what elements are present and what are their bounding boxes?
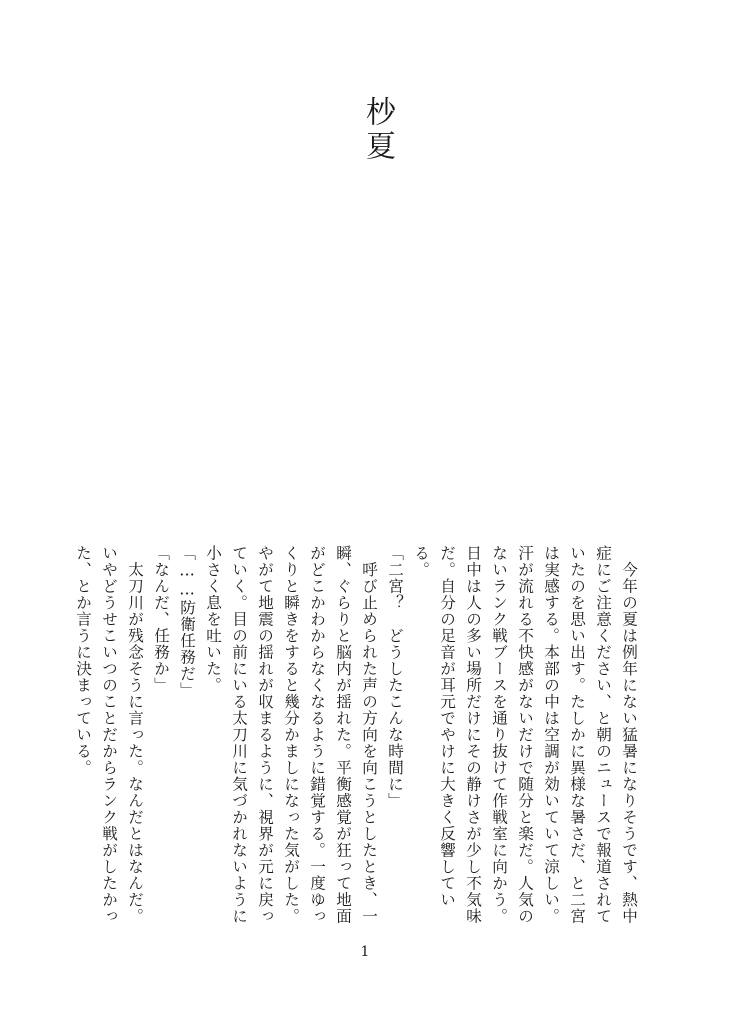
paragraph-1: 今年の夏は例年にない猛暑になりそうです、熱中症にご注意ください、と朝のニュースで報道されていたのを思い出す。たしかに異様な暑さだ、と二宮は実感する。本部の中は空調が効いていて涼しい。汗が流れる不快感がないだけで随分と楽だ。人気のないランク戦ブースを通り抜けて作戦室に向かう。日中は人の多い場所だけにその静けさが少し不気味だ。自分の足音が耳元でやけに大きく反響している。 (412, 545, 638, 925)
paragraph-2: 「二宮？ どうしたこんな時間に」 (386, 545, 404, 809)
paragraph-5: 「なんだ、任務か」 (152, 545, 170, 694)
paragraph-6: 太刀川が残念そうに言った。なんだとはなんだ。いやどうせこいつのことだからランク戦がしたかった、とか言うに決まっている。 (74, 545, 144, 925)
page-number: 1 (360, 944, 370, 960)
paragraph-3: 呼び止められた声の方向を向こうとしたとき、一瞬、ぐらりと脳内が揺れた。平衡感覚が狂って地面がどこかわからなくなるように錯覚する。一度ゆっくりと瞬きをすると幾分かましになった気がした。やがて地震の揺れが収まるように、視界が元に戻っていく。目の前にいる太刀川に気づかれないように小さく息を吐いた。 (204, 545, 378, 925)
page-title: 杪夏 (360, 96, 395, 164)
body-text (70, 545, 642, 940)
paragraph-4: 「……防衛任務だ」 (178, 545, 196, 699)
